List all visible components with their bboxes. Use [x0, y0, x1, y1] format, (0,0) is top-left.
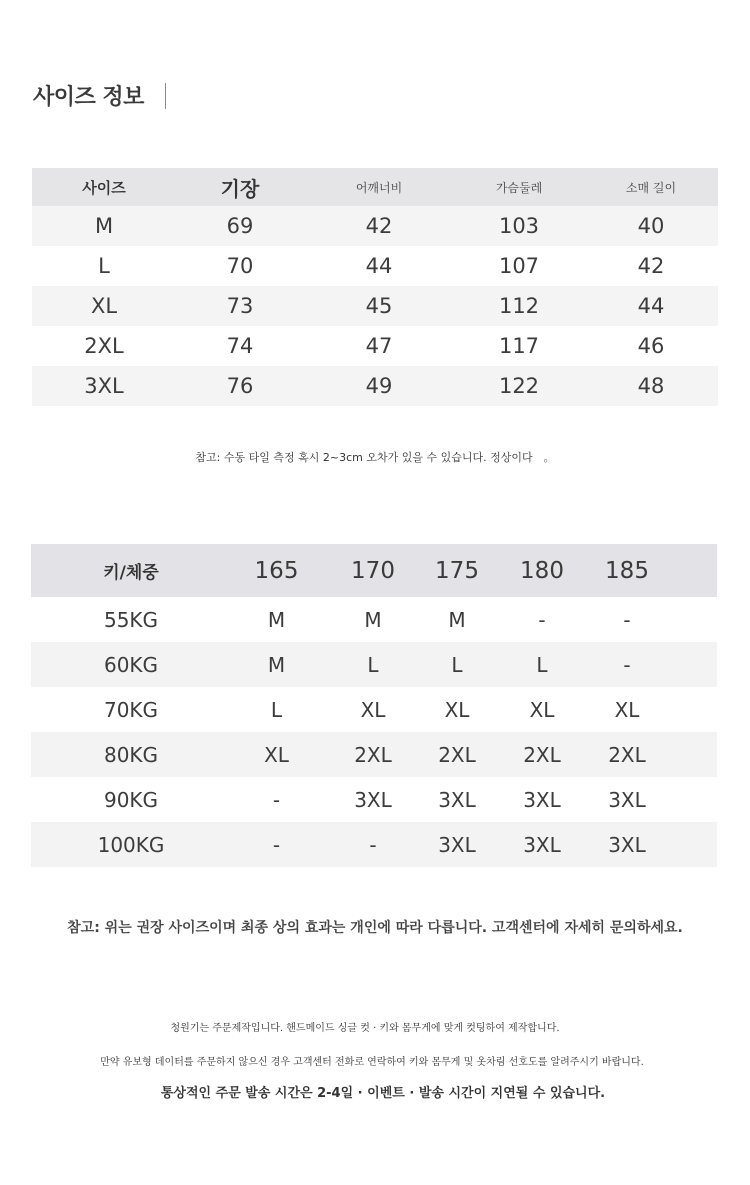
- table-row: [31, 642, 717, 687]
- table-row: [32, 246, 718, 286]
- recommend-note: 참고: 위는 권장 사이즈이며 최종 상의 효과는 개인에 따라 다릅니다. 고객센터에 자세히 문의하세요.: [67, 920, 683, 936]
- cell-length: 76: [176, 366, 304, 406]
- header-height-weight: 키/체중: [31, 544, 231, 597]
- header-chest: 가슴둘레: [454, 168, 584, 206]
- cell-weight: 80KG: [31, 732, 231, 777]
- cell-size: L: [270, 697, 283, 722]
- cell-weight: 70KG: [103, 697, 159, 722]
- cell-length: 74: [226, 334, 254, 358]
- cell-size: M: [231, 642, 322, 687]
- cell-size: M: [364, 607, 382, 632]
- cell-length: 73: [176, 286, 304, 326]
- header-height: 170: [322, 544, 424, 597]
- cell-size: -: [231, 822, 322, 867]
- cell-size: -: [272, 787, 281, 812]
- recommend-table-header: [31, 544, 717, 597]
- cell-sleeve: 40: [584, 206, 718, 246]
- cell-shoulder: 44: [365, 254, 393, 278]
- header-height: 165: [231, 544, 322, 597]
- cell-size: -: [594, 642, 660, 687]
- header-length: 기장: [176, 168, 304, 206]
- size-table-header: [32, 168, 718, 206]
- measurement-note: 참고: 수동 타일 측정 혹시 2~3cm 오차가 있을 수 있습니다. 정상이다 。: [195, 451, 555, 464]
- header-spacer: [660, 544, 717, 597]
- table-row: [32, 206, 718, 246]
- cell-size: L: [98, 254, 110, 278]
- cell-sleeve: 44: [584, 286, 718, 326]
- cell-size: XL: [444, 697, 470, 722]
- cell-size: M: [267, 607, 286, 632]
- cell-weight: 100KG: [31, 822, 231, 867]
- header-sleeve: 소매 길이: [584, 168, 718, 206]
- cell-size: 3XL: [32, 366, 176, 406]
- cell-sleeve: 42: [637, 254, 665, 278]
- cell-size: 3XL: [523, 787, 561, 812]
- cell-chest: 103: [454, 206, 584, 246]
- cell-size: XL: [529, 697, 555, 722]
- cell-sleeve: 46: [637, 334, 665, 358]
- header-size: 사이즈: [32, 168, 176, 206]
- title-divider: [165, 83, 166, 109]
- size-table: [32, 168, 718, 406]
- cell-size: 2XL: [490, 732, 594, 777]
- cell-length: 70: [226, 254, 254, 278]
- cell-size: 2XL: [322, 732, 424, 777]
- page-title: 사이즈 정보: [33, 85, 144, 110]
- cell-chest: 107: [498, 254, 540, 278]
- cell-size: XL: [231, 732, 322, 777]
- header-shoulder: 어깨너비: [304, 168, 454, 206]
- cell-shoulder: 47: [365, 334, 393, 358]
- cell-size: 3XL: [608, 787, 646, 812]
- cell-chest: 122: [454, 366, 584, 406]
- cell-sleeve: 48: [584, 366, 718, 406]
- cell-size: L: [490, 642, 594, 687]
- cell-size: 3XL: [490, 822, 594, 867]
- cell-length: 69: [176, 206, 304, 246]
- cell-weight: 90KG: [103, 787, 159, 812]
- cell-chest: 112: [454, 286, 584, 326]
- header-height: 180: [490, 544, 594, 597]
- table-row: [31, 732, 717, 777]
- cell-size: XL: [32, 286, 176, 326]
- cell-weight: 55KG: [103, 607, 159, 632]
- table-row: [32, 366, 718, 406]
- table-row: [31, 777, 717, 822]
- cell-size: 3XL: [438, 787, 476, 812]
- table-row: [31, 822, 717, 867]
- cell-size: XL: [614, 697, 640, 722]
- cell-size: M: [448, 607, 466, 632]
- cell-size: -: [322, 822, 424, 867]
- cell-size: -: [623, 607, 631, 632]
- cell-size: 2XL: [84, 334, 124, 358]
- cell-size: 2XL: [424, 732, 490, 777]
- cell-size: -: [538, 607, 546, 632]
- cell-size: 3XL: [594, 822, 660, 867]
- header-height: 185: [594, 544, 660, 597]
- cell-shoulder: 42: [304, 206, 454, 246]
- cell-size: 3XL: [354, 787, 392, 812]
- table-row: [31, 687, 717, 732]
- cell-size: L: [322, 642, 424, 687]
- header-height: 175: [424, 544, 490, 597]
- table-row: [32, 326, 718, 366]
- cell-chest: 117: [498, 334, 540, 358]
- custom-order-note: 청원기는 주문제작입니다. 핸드메이드 싱글 컷 · 키와 몸무게에 맞게 컷팅하여 제작합니다.: [170, 1023, 560, 1034]
- cell-size: XL: [360, 697, 386, 722]
- table-row: [31, 597, 717, 642]
- cell-size: L: [424, 642, 490, 687]
- shipping-note: 통상적인 주문 발송 시간은 2-4일 · 이벤트 · 발송 시간이 지연될 수 있습니다.: [160, 1086, 606, 1101]
- cell-size: 3XL: [424, 822, 490, 867]
- cell-weight: 60KG: [31, 642, 231, 687]
- recommend-table: [31, 544, 717, 867]
- cell-shoulder: 45: [304, 286, 454, 326]
- cell-size: 2XL: [594, 732, 660, 777]
- cell-shoulder: 49: [304, 366, 454, 406]
- contact-note: 만약 유보형 데이터를 주문하지 않으신 경우 고객센터 전화로 연락하여 키와 몸무게 및 옷차림 선호도를 알려주시기 바랍니다.: [100, 1057, 644, 1068]
- cell-size: M: [32, 206, 176, 246]
- table-row: [32, 286, 718, 326]
